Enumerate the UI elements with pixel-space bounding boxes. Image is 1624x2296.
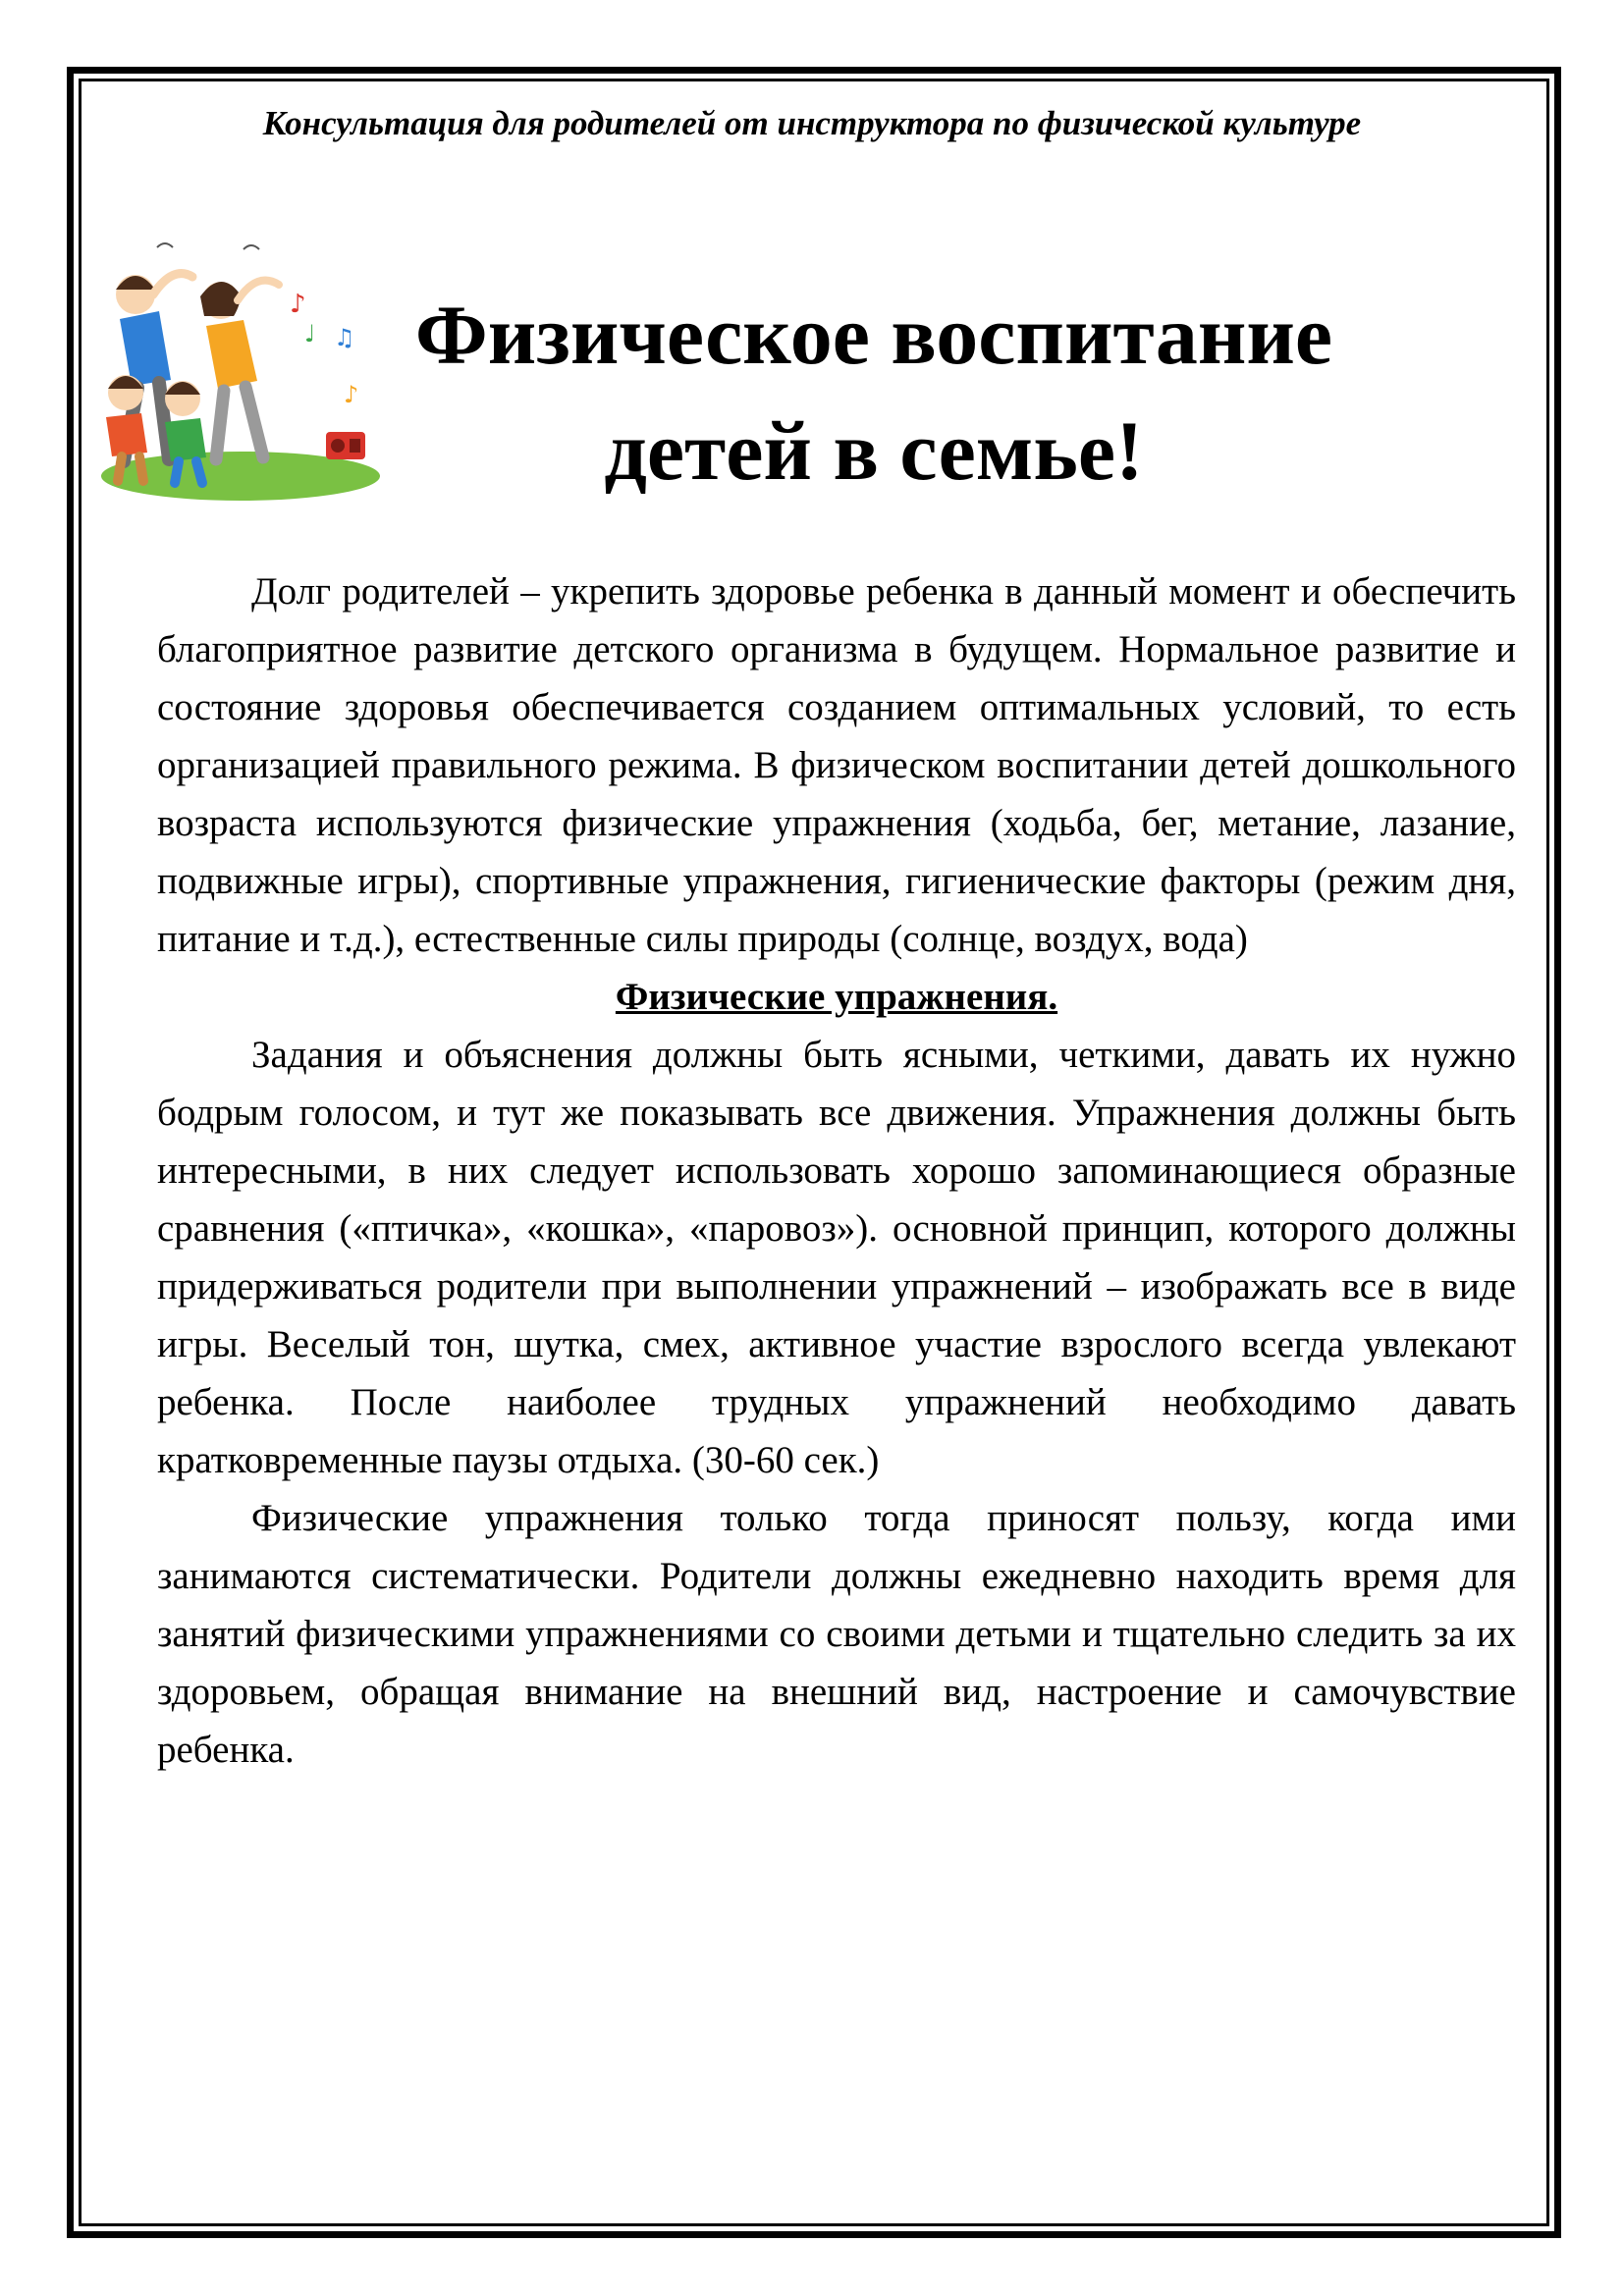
- family-exercise-illustration: [98, 236, 383, 510]
- paragraph-intro: Долг родителей – укрепить здоровье ребенка в данный момент и обеспечить благоприятное развитие детского организма в будущем. Нормальное развитие и состояние здоровья обеспечивается созданием оптимальных условий, то есть организацией правильного режима. В физическом воспитании детей дошкольного возраста используются физические упражнения (ходьба, бег, метание, лазание, подвижные игры), спортивные упражнения, гигиенические факторы (режим дня, питание и т.д.), естественные силы природы (солнце, воздух, вода): [157, 570, 1516, 960]
- title-line-2: детей в семье!: [604, 403, 1144, 498]
- page-title: [373, 277, 1375, 508]
- paragraph-exercises: Задания и объяснения должны быть ясными, четкими, давать их нужно бодрым голосом, и тут же показывать все движения. Упражнения должны быть интересными, в них следует использовать хорошо запоминающиеся образные сравнения («птичка», «кошка», «паровоз»). основной принцип, которого должны придерживаться родители при выполнении упражнений – изображать все в виде игры. Веселый тон, шутка, смех, активное участие взрослого всегда увлекают ребенка. После наиболее трудных упражнений необходимо давать кратковременные паузы отдыха. (30-60 сек.): [157, 1034, 1516, 1481]
- section-heading: Физические упражнения.: [615, 976, 1058, 1018]
- title-line-1: Физическое воспитание: [414, 288, 1333, 382]
- paragraph-systematic: Физические упражнения только тогда приносят пользу, когда ими занимаются систематически. Родители должны ежедневно находить время для занятий физическими упражнениями со своими детьми и тщательно следить за их здоровьем, обращая внимание на внешний вид, настроение и самочувствие ребенка.: [157, 1497, 1516, 1771]
- svg-text:♪: ♪: [344, 381, 359, 408]
- svg-text:♩: ♩: [304, 320, 316, 347]
- article-body: [157, 562, 1516, 1779]
- svg-text:♪: ♪: [290, 290, 306, 319]
- svg-text:♫: ♫: [334, 324, 355, 351]
- consultation-subtitle: Консультация для родителей от инструктора по физической культуре: [262, 104, 1362, 142]
- family-exercise-icon: [98, 236, 383, 510]
